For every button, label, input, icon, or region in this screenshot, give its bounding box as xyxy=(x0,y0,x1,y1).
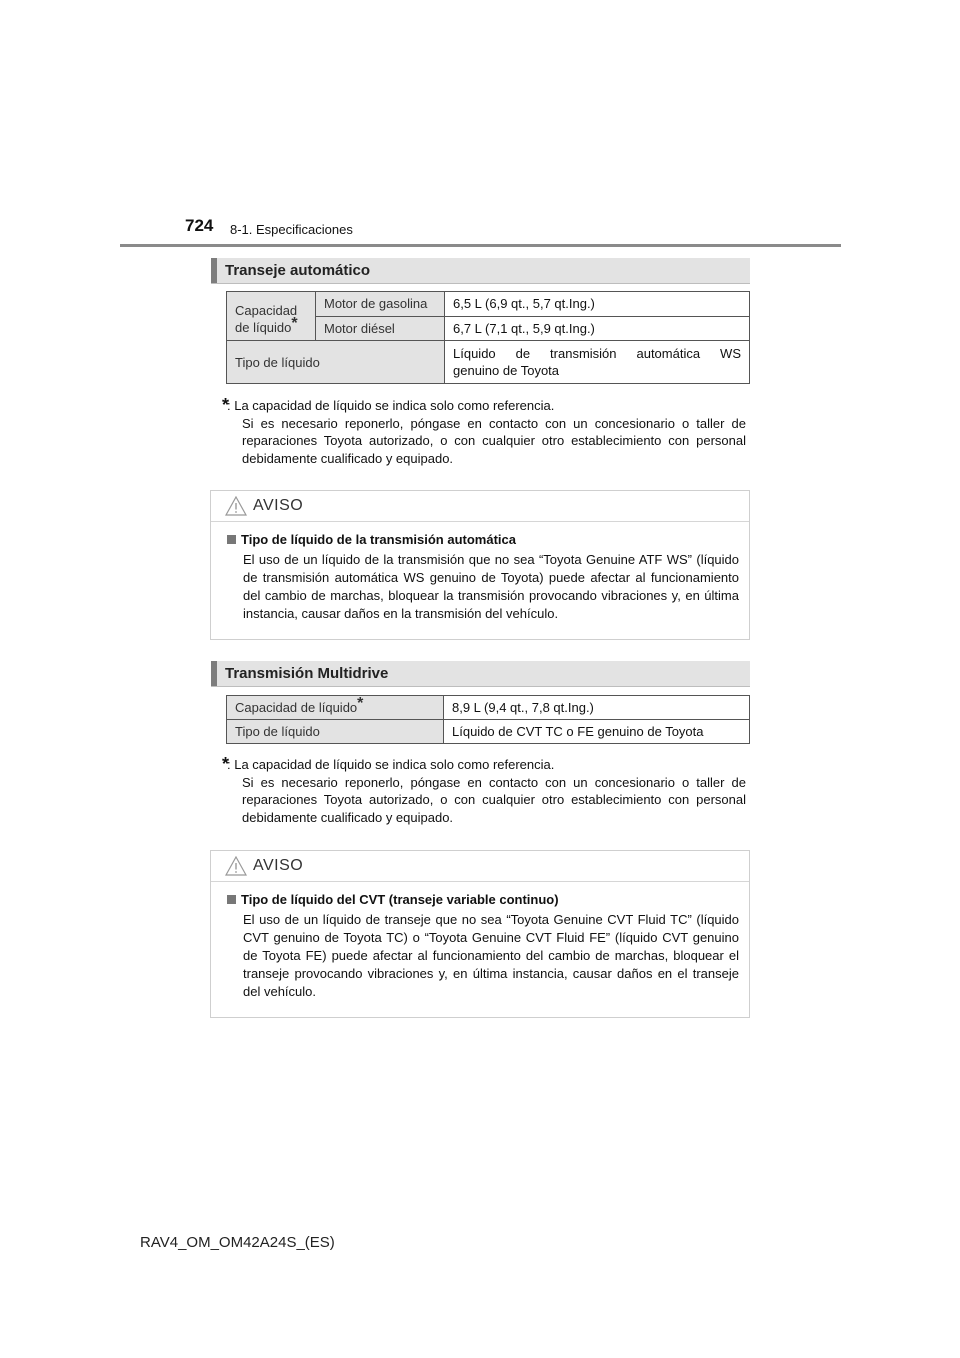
capacity-label-cell xyxy=(227,696,444,720)
warning-label: AVISO xyxy=(253,857,304,874)
capacity-label: Capacidad de líquido xyxy=(235,303,298,335)
chapter-title: 8-1. Especificaciones xyxy=(230,222,353,237)
table-row xyxy=(227,292,750,317)
warning-text: El uso de un líquido de la transmisión que no sea “Toyota Genuine ATF WS” (líquido de transmisión automática WS genuino de Toyota) puede afectar al funcionamiento del cambio de marchas, bloquear la transmisión provocando vibraciones y, en última instancia, causar daños en la transmisión del vehículo. xyxy=(243,552,739,621)
capacity-value: 8,9 L (9,4 qt., 7,8 qt.Ing.) xyxy=(444,696,750,720)
capacity-label: Capacidad de líquido xyxy=(235,700,358,715)
warning-title-row xyxy=(227,532,739,547)
section-bar xyxy=(211,258,217,283)
warning-title: Tipo de líquido de la transmisión automática xyxy=(241,532,516,547)
warning-text: El uso de un líquido de transeje que no sea “Toyota Genuine CVT Fluid TC” (líquido CVT genuino de Toyota TC) o “Toyota Genuine CVT Fluid FE” (líquido CVT genuino de Toyota FE) puede afectar al funcionamiento del cambio de marchas, bloquear el transeje provocando vibraciones y, en última instancia, causar daños en el transeje del vehículo. xyxy=(243,912,739,999)
footnote-star: * xyxy=(222,395,230,415)
warning-triangle-icon xyxy=(225,496,247,516)
footnote-multidrive xyxy=(222,756,746,826)
warning-body xyxy=(211,522,749,637)
capacity-label-cell xyxy=(227,292,316,341)
footnote-text: Si es necesario reponerlo, póngase en contacto con un concesionario o taller de reparaciones Toyota autorizado, o con cualquier otro establecimiento con personal debidamente cualificado y equipado. xyxy=(242,415,746,466)
gasoline-value: 6,5 L (6,9 qt., 5,7 qt.Ing.) xyxy=(445,292,750,317)
fluid-type-value-cell xyxy=(445,341,750,384)
section-title: Transmisión Multidrive xyxy=(225,665,389,682)
warning-label: AVISO xyxy=(253,497,304,514)
auto-trans-spec-table xyxy=(226,291,750,384)
fluid-type-value-line1: Líquido de transmisión automática WS xyxy=(453,346,741,361)
footnote-auto-trans xyxy=(222,397,746,467)
page-number: 724 xyxy=(185,216,214,235)
diesel-label: Motor diésel xyxy=(316,316,445,341)
section-bar xyxy=(211,661,217,686)
footnote-star: * xyxy=(357,695,364,712)
warning-body xyxy=(211,882,749,1015)
square-bullet-icon xyxy=(227,895,236,904)
footer-document-code: RAV4_OM_OM42A24S_(ES) xyxy=(140,1234,335,1251)
fluid-type-label: Tipo de líquido xyxy=(227,341,445,384)
footnote-star: * xyxy=(291,315,298,332)
fluid-type-value-line2: genuino de Toyota xyxy=(453,363,560,378)
footnote-text: Si es necesario reponerlo, póngase en contacto con un concesionario o taller de reparaciones Toyota autorizado, o con cualquier otro establecimiento con personal debidamente cualificado y equipado. xyxy=(242,774,746,825)
header-rule xyxy=(120,244,841,247)
multidrive-spec-table xyxy=(226,695,750,744)
warning-title-row xyxy=(227,892,739,907)
warning-box-auto-trans xyxy=(210,490,750,640)
section-title: Transeje automático xyxy=(225,262,371,279)
footnote-line1: : La capacidad de líquido se indica solo como referencia. xyxy=(227,757,555,772)
fluid-type-value: Líquido de CVT TC o FE genuino de Toyota xyxy=(444,720,750,744)
gasoline-label: Motor de gasolina xyxy=(316,292,445,317)
section-heading-multidrive xyxy=(211,661,750,687)
footnote-star: * xyxy=(222,754,230,774)
warning-header xyxy=(211,851,749,882)
warning-header xyxy=(211,491,749,522)
square-bullet-icon xyxy=(227,535,236,544)
fluid-type-label: Tipo de líquido xyxy=(227,720,444,744)
footnote-line1: : La capacidad de líquido se indica solo como referencia. xyxy=(227,398,555,413)
diesel-value: 6,7 L (7,1 qt., 5,9 qt.Ing.) xyxy=(445,316,750,341)
table-row xyxy=(227,696,750,720)
table-row xyxy=(227,341,750,384)
table-row xyxy=(227,720,750,744)
warning-triangle-icon xyxy=(225,856,247,876)
warning-title: Tipo de líquido del CVT (transeje variable continuo) xyxy=(241,892,559,907)
warning-box-cvt xyxy=(210,850,750,1018)
section-heading-auto-trans xyxy=(211,258,750,284)
